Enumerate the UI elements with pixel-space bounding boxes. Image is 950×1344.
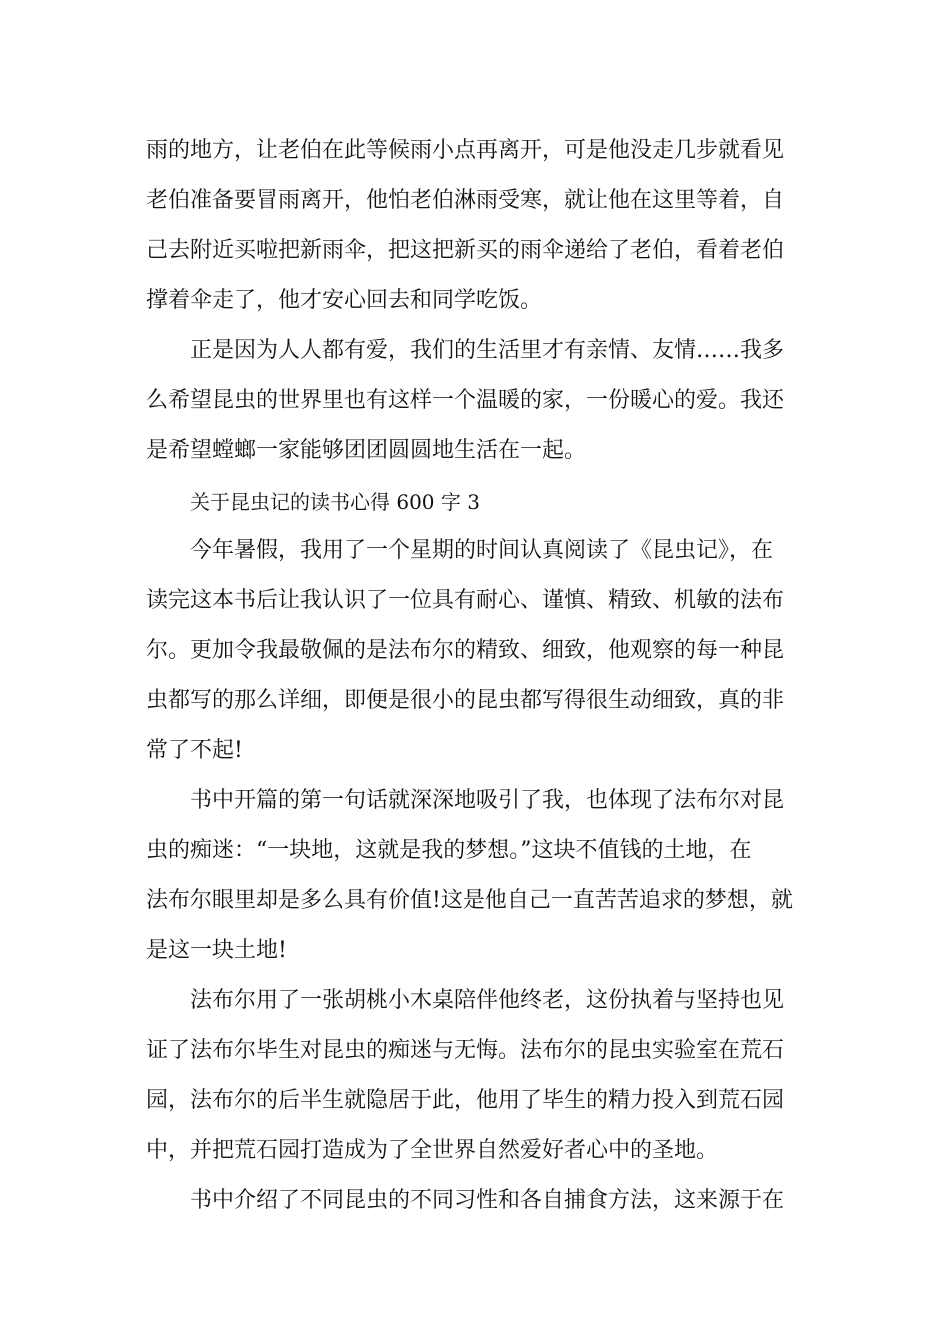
text-line: 虫都写的那么详细，即便是很小的昆虫都写得很生动细致，真的非 <box>146 688 785 713</box>
text-line: 老伯准备要冒雨离开，他怕老伯淋雨受寒，就让他在这里等着，自 <box>146 188 785 213</box>
paragraph-start-line: 书中介绍了不同昆虫的不同习性和各自捕食方法，这来源于在 <box>190 1188 785 1213</box>
paragraph-start-line: 法布尔用了一张胡桃小木桌陪伴他终老，这份执着与坚持也见 <box>190 988 785 1013</box>
text-line: 法布尔眼里却是多么具有价值!这是他自己一直苦苦追求的梦想，就 <box>146 888 793 913</box>
text-line: 雨的地方，让老伯在此等候雨小点再离开，可是他没走几步就看见 <box>146 138 785 163</box>
text-line: 读完这本书后让我认识了一位具有耐心、谨慎、精致、机敏的法布 <box>146 588 785 613</box>
section-heading: 关于昆虫记的读书心得 600 字 3 <box>190 490 480 514</box>
text-line: 撑着伞走了，他才安心回去和同学吃饭。 <box>146 288 543 313</box>
text-line: 尔。更加令我最敬佩的是法布尔的精致、细致，他观察的每一种昆 <box>146 638 785 663</box>
text-line: 常了不起! <box>146 738 243 763</box>
text-line: 是希望螳螂一家能够团团圆圆地生活在一起。 <box>146 438 587 463</box>
paragraph-start-line: 书中开篇的第一句话就深深地吸引了我，也体现了法布尔对昆 <box>190 788 785 813</box>
text-line: 是这一块土地! <box>146 938 287 963</box>
text-line: 园，法布尔的后半生就隐居于此，他用了毕生的精力投入到荒石园 <box>146 1088 785 1113</box>
text-line: 么希望昆虫的世界里也有这样一个温暖的家，一份暖心的爱。我还 <box>146 388 785 413</box>
text-line: 己去附近买啦把新雨伞，把这把新买的雨伞递给了老伯，看着老伯 <box>146 238 785 263</box>
paragraph-start-line: 今年暑假，我用了一个星期的时间认真阅读了《昆虫记》，在 <box>190 538 774 563</box>
text-line: 虫的痴迷：“一块地，这就是我的梦想。”这块不值钱的土地，在 <box>146 838 752 863</box>
paragraph-start-line: 正是因为人人都有爱，我们的生活里才有亲情、友情……我多 <box>190 338 785 363</box>
text-line: 中，并把荒石园打造成为了全世界自然爱好者心中的圣地。 <box>146 1138 719 1163</box>
text-line: 证了法布尔毕生对昆虫的痴迷与无悔。法布尔的昆虫实验室在荒石 <box>146 1038 785 1063</box>
